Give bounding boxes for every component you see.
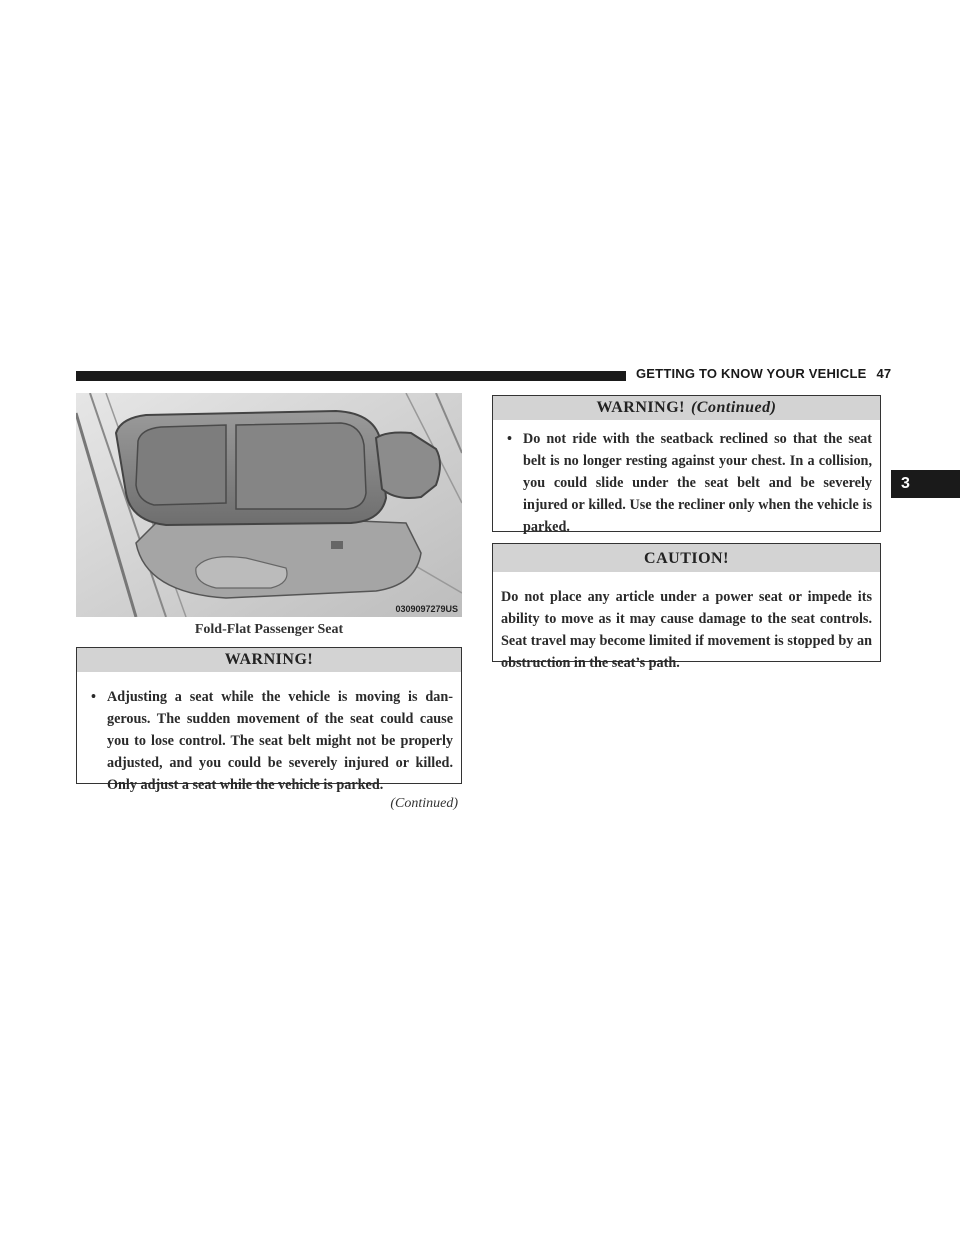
warning-title: WARNING!	[77, 648, 461, 672]
list-item: • Adjusting a seat while the vehicle is moving is dan-gerous. The sudden movement of the seat could cause you to lose control. The seat belt might not be properly adjusted, and you could be severely injured or killed. Only adjust a seat while the vehicle is parked.	[85, 686, 453, 796]
warning-box	[76, 647, 462, 793]
caution-body: Do not place any article under a power seat or impede its ability to move as it may cause damage to the seat controls. Seat travel may become limited if movement is stopped by an obstruction in the seat’s path.	[501, 589, 872, 671]
bullet-icon: •	[91, 689, 96, 705]
bullet-icon: •	[507, 431, 512, 447]
chapter-tab: 3	[891, 470, 960, 498]
running-header	[636, 366, 891, 386]
page-number: 47	[876, 366, 892, 381]
figure-caption: Fold-Flat Passenger Seat	[194, 622, 344, 637]
warning-continued-box	[492, 395, 881, 535]
warning-continued-title: WARNING! (Continued)	[493, 396, 880, 420]
figure-code: 0309097279US	[395, 604, 458, 614]
continued-label: (Continued)	[390, 796, 458, 811]
caution-title: CAUTION!	[493, 544, 880, 572]
header-rule	[76, 371, 626, 381]
warning-continued-body	[493, 420, 880, 538]
caution-box	[492, 543, 881, 671]
fold-flat-seat-drawing	[76, 393, 462, 617]
section-title: GETTING TO KNOW YOUR VEHICLE	[636, 366, 867, 381]
seat-illustration	[76, 393, 462, 617]
warning-body	[77, 672, 461, 796]
list-item: • Do not ride with the seatback reclined so that the seat belt is no longer resting against your chest. In a collision, you could slide under the seat belt and be severely injured or killed. Use the recliner only when the vehicle is parked.	[501, 428, 872, 538]
